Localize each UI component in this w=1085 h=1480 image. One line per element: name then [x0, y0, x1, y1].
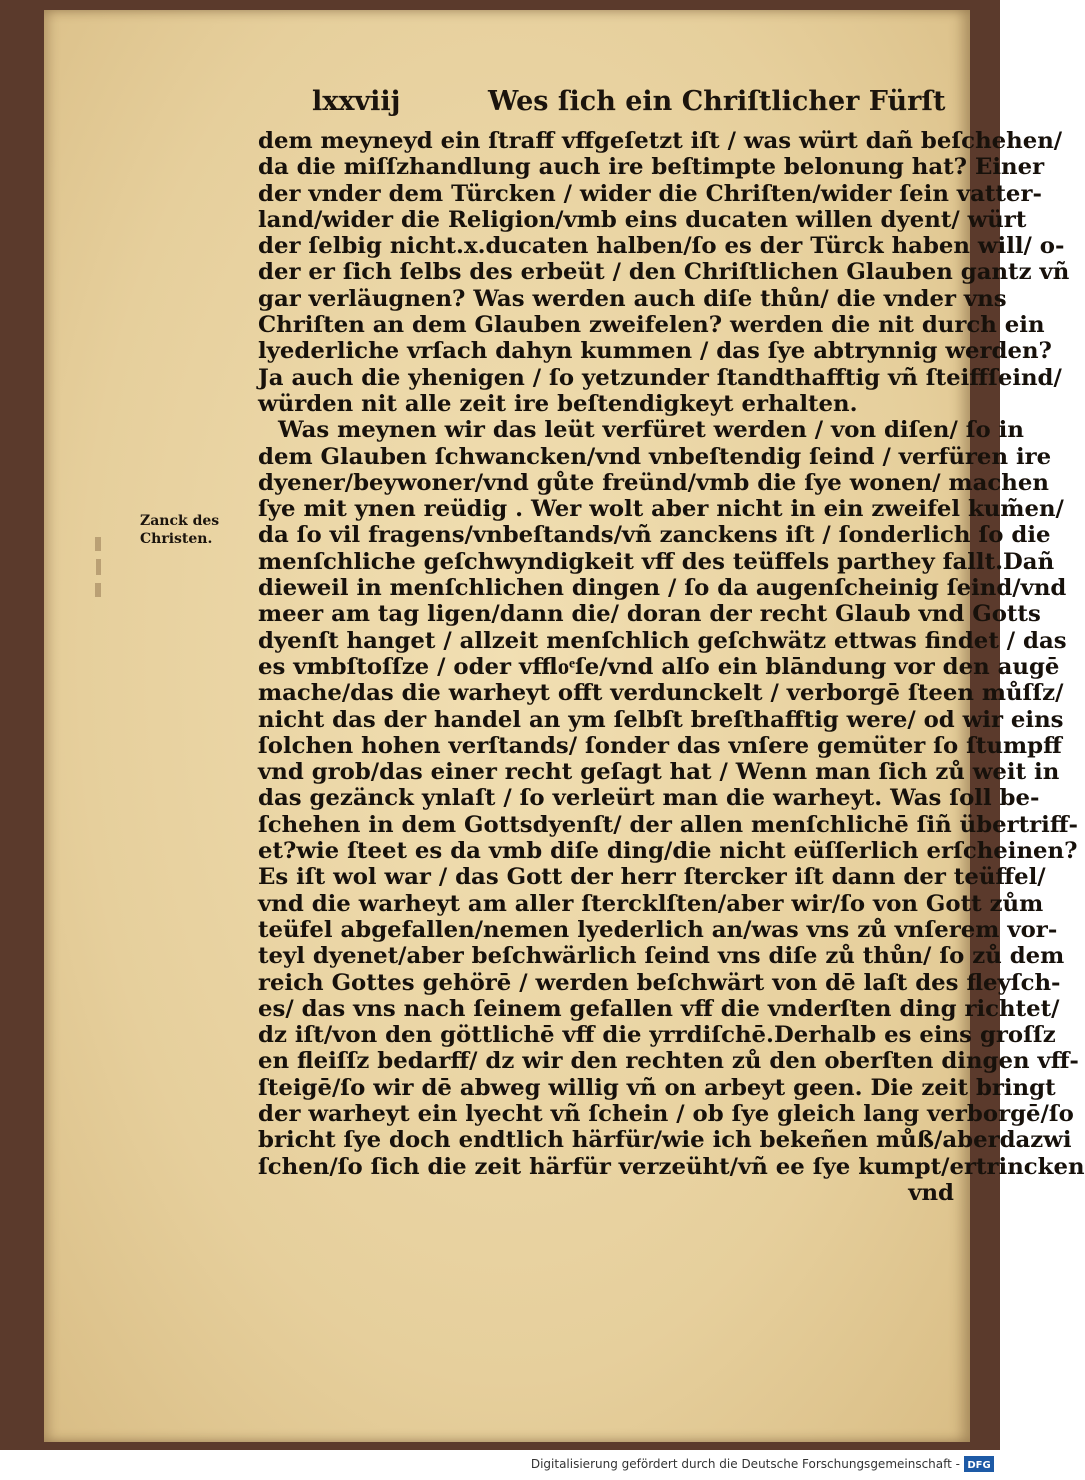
- text-line: teüfel abgefallen/nemen lyederlich an/was vns zů vnſerem vor-: [258, 916, 1058, 943]
- text-line: Was meynen wir das leüt verfüret werden / von diſen/ ſo in: [278, 417, 1024, 444]
- footer-bar: [0, 1450, 1000, 1480]
- text-line: Chriſten an dem Glauben zweifelen? werden die nit durch ein: [258, 312, 1045, 339]
- text-line: der er ſich ſelbs des erbeüt / den Chriſtlichen Glauben gantz vñ: [258, 259, 1070, 286]
- text-line: dyener/beywoner/vnd gůte freünd/vmb die ſye wonen/ machen: [258, 469, 1049, 496]
- text-line: lyederliche vrſach dahyn kummen / das ſye abtrynnig werden?: [258, 338, 1052, 365]
- running-title: Wes ſich ein Chriſtlicher Fürſt: [488, 86, 946, 117]
- body-text: [258, 128, 1085, 1206]
- text-line: es vmbſtoſſze / oder vffloͤſe/vnd alſo ein blāndung vor den augē: [258, 653, 1060, 680]
- text-line: ſye mit ynen reüdig . Wer wolt aber nicht in ein zweifel kum̃en/: [258, 496, 1064, 523]
- text-line: ſteigē/ſo wir dē abweg willig vñ on arbeyt geen. Die zeit bringt: [258, 1074, 1056, 1101]
- folio-number: lxxviij: [312, 86, 401, 117]
- text-line: da ſo vil fragens/vnbeſtands/vñ zanckens iſt / ſonderlich ſo die: [258, 522, 1051, 549]
- text-line: reich Gottes gehörē / werden beſchwärt von dē laſt des fleyſch-: [258, 969, 1061, 996]
- bleed-through-marks: [92, 535, 106, 605]
- text-line: bricht ſye doch endtlich härfür/wie ich bekeñen můß/aberdazwi: [258, 1127, 1072, 1154]
- text-line: der vnder dem Türcken / wider die Chriſten/wider ſein vatter-: [258, 180, 1042, 207]
- text-line: Es iſt wol war / das Gott der herr ſtercker iſt dann der teüffel/: [258, 864, 1046, 891]
- text-line: meer am tag ligen/dann die/ doran der recht Glaub vnd Gotts: [258, 601, 1041, 628]
- marginal-note: [140, 512, 240, 548]
- text-line: dyenſt hanget / allzeit menſchlich geſchwätz ettwas findet / das: [258, 627, 1067, 654]
- text-line: da die miſſzhandlung auch ire beſtimpte belonung hat? Einer: [258, 154, 1045, 181]
- funding-credit: Digitalisierung gefördert durch die Deutsche Forschungsgemeinschaft -: [530, 1457, 960, 1471]
- svg-text:DFG: DFG: [967, 1460, 991, 1471]
- text-line: dz iſt/von den göttlichē vff die yrrdiſchē.Derhalb es eins groſſz: [258, 1022, 1056, 1049]
- page-header: [312, 86, 946, 122]
- text-line: ſolchen hohen verſtands/ ſonder das vnſere gemüter ſo ſtumpff: [258, 732, 1062, 759]
- marginal-note-line: Zanck des: [140, 513, 220, 529]
- text-line: vnd grob/das einer recht geſagt hat / Wenn man ſich zů weit in: [258, 759, 1060, 786]
- text-line: et?wie ſteet es da vmb diſe ding/die nicht eüſſerlich erſcheinen?: [258, 838, 1078, 865]
- text-line: dem Glauben ſchwancken/vnd vnbeſtendig ſeind / verfüren ire: [258, 443, 1052, 470]
- text-line: ſchen/ſo ſich die zeit härfür verzeüht/vñ ee ſye kumpt/ertrincken: [258, 1153, 1085, 1180]
- text-line: dem meyneyd ein ſtraff vffgeſetzt iſt / was würt dañ beſchehen/: [258, 128, 1063, 154]
- text-line: der warheyt ein lyecht vñ ſchein / ob ſye gleich lang verborgē/ſo: [258, 1100, 1074, 1127]
- text-line: vnd die warheyt am aller ſtercklſten/aber wir/ſo von Gott zům: [258, 890, 1044, 917]
- text-line: ſchehen in dem Gottsdyenſt/ der allen menſchlichē ſiñ übertriff-: [258, 811, 1079, 838]
- text-line: würden nit alle zeit ire beſtendigkeyt erhalten.: [258, 390, 858, 417]
- text-line: mache/das die warheyt offt verdunckelt / verborgē ſteen můſſz/: [258, 680, 1064, 707]
- text-line: der ſelbig nicht.x.ducaten halben/ſo es der Türck haben will/ o-: [258, 233, 1065, 260]
- text-line: es/ das vns nach ſeinem gefallen vff die vnderſten ding richtet/: [258, 995, 1060, 1022]
- text-line: dieweil in menſchlichen dingen / ſo da augenſcheinig ſeind/vnd: [258, 575, 1067, 602]
- marginal-note-line: Christen.: [140, 531, 213, 547]
- text-line: gar verläugnen? Was werden auch diſe thůn/ die vnder vns: [258, 285, 1007, 312]
- text-line: Ja auch die yhenigen / ſo yetzunder ſtandthafftig vñ ſteiffſeind/: [258, 364, 1062, 391]
- text-line: teyl dyenet/aber beſchwärlich ſeind vns diſe zů thůn/ ſo zů dem: [258, 943, 1065, 970]
- text-line: das gezänck ynlaſt / ſo verleürt man die warheyt. Was ſoll be-: [258, 785, 1040, 812]
- text-line: menſchliche geſchwyndigkeit vff des teüffels parthey fallt.Dañ: [258, 548, 1055, 575]
- text-line: nicht das der handel an ym ſelbſt breſthafftig were/ od wir eins: [258, 706, 1064, 733]
- catchword: vnd: [908, 1179, 954, 1206]
- text-line: land/wider die Religion/vmb eins ducaten willen dyent/ würt: [258, 206, 1027, 233]
- dfg-logo-icon: [964, 1456, 994, 1472]
- text-line: en fleiſſz bedarff/ dz wir den rechten zů den oberſten dingen vff-: [258, 1048, 1079, 1075]
